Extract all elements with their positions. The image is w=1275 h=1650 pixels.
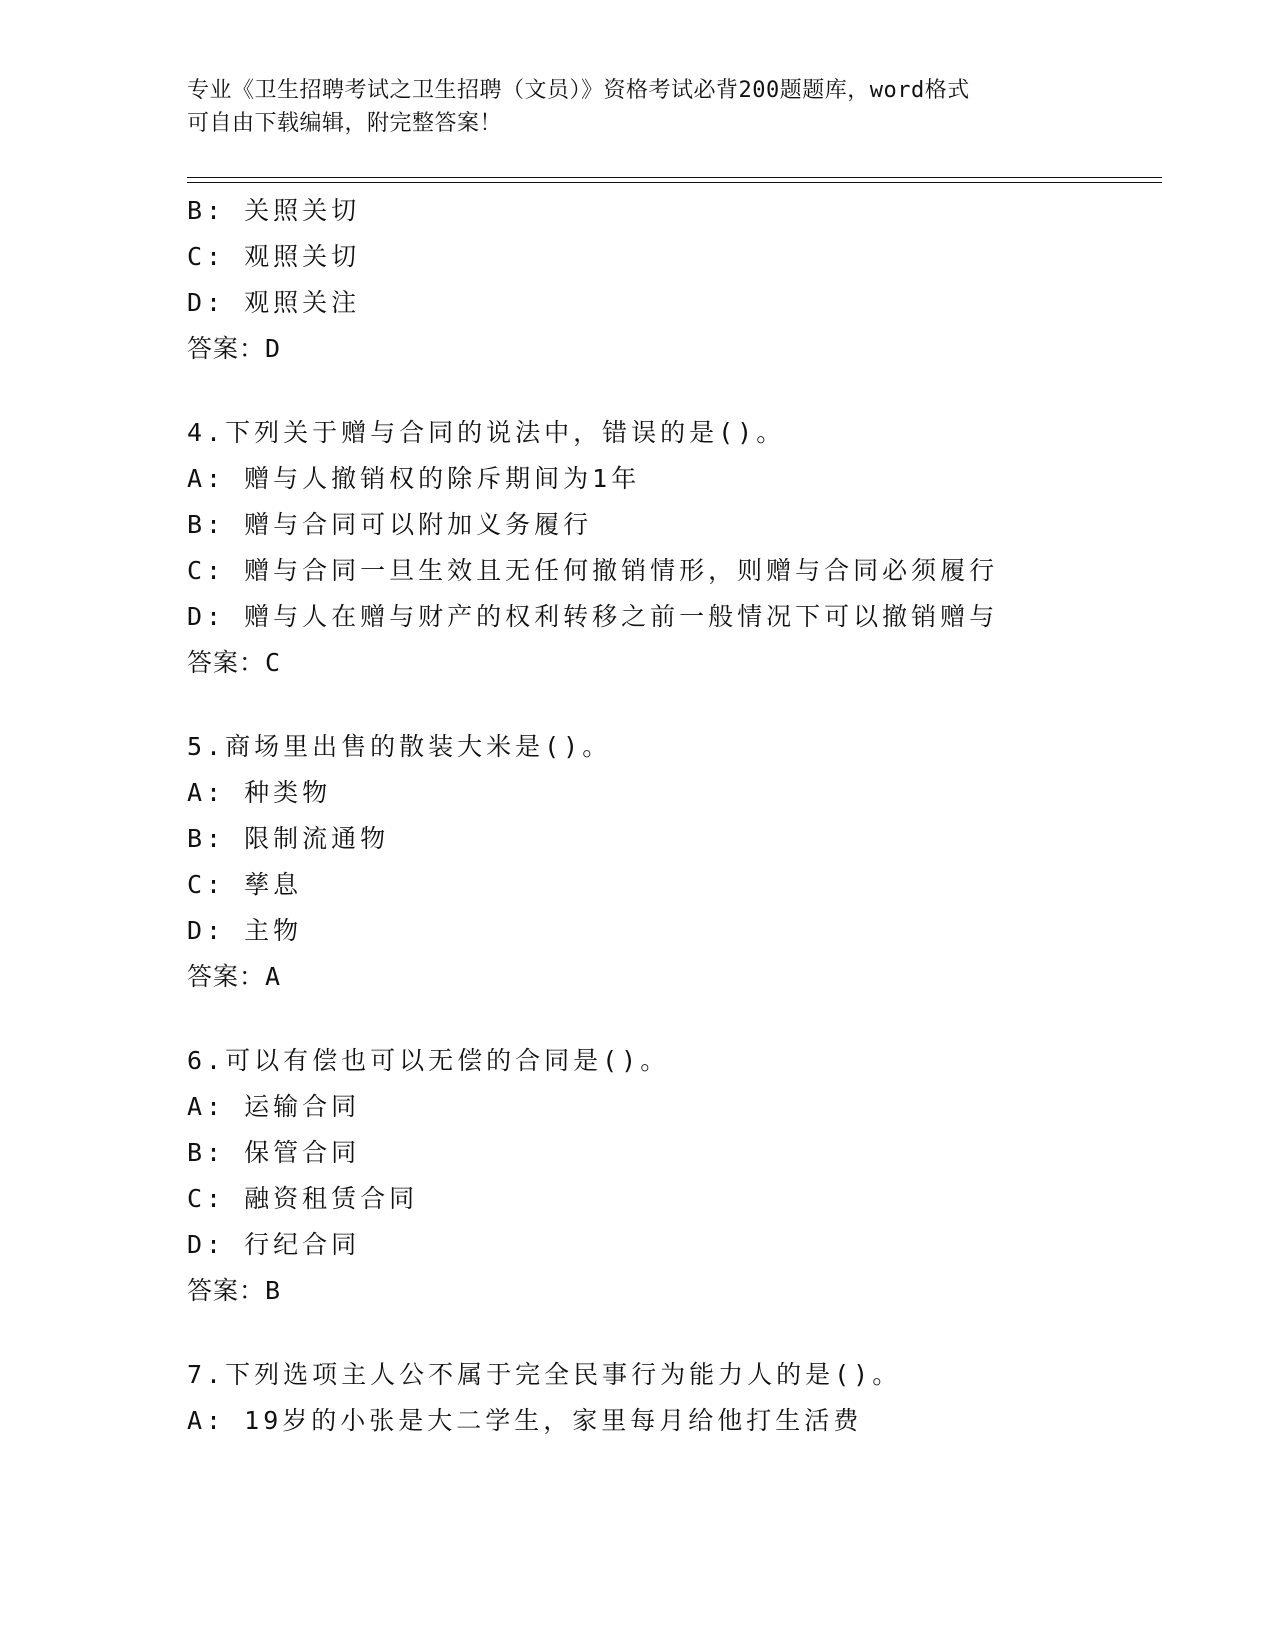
question-fragment [187,188,1162,372]
option-b: B: 保管合同 [187,1138,361,1167]
question-stem: 4.下列关于赠与合同的说法中，错误的是()。 [187,418,786,447]
spacer [187,1000,1162,1038]
header-divider-top [187,177,1162,178]
answer-line: 答案：D [187,334,282,363]
question-item [187,1038,1162,1314]
option-d: D: 主物 [187,916,303,945]
question-stem: 5.商场里出售的散装大米是()。 [187,732,612,761]
header-line-1: 专业《卫生招聘考试之卫生招聘（文员）》资格考试必背200题题库，word格式 [187,78,970,103]
option-b: B: 赠与合同可以附加义务履行 [187,510,593,539]
option-d: D: 赠与人在赠与财产的权利转移之前一般情况下可以撤销赠与 [187,602,999,631]
option-d: D: 行纪合同 [187,1230,361,1259]
option-a: A: 19岁的小张是大二学生，家里每月给他打生活费 [187,1406,863,1435]
question-item [187,1352,1162,1444]
answer-line: 答案：C [187,648,282,677]
option-b: B: 限制流通物 [187,824,390,853]
question-item [187,724,1162,1000]
spacer [187,1314,1162,1352]
option-c: C: 融资租赁合同 [187,1184,419,1213]
question-stem: 7.下列选项主人公不属于完全民事行为能力人的是()。 [187,1360,902,1389]
option-c: C: 赠与合同一旦生效且无任何撤销情形，则赠与合同必须履行 [187,556,999,585]
header-line-2: 可自由下载编辑，附完整答案！ [187,111,503,136]
option-d: D: 观照关注 [187,288,361,317]
answer-line: 答案：A [187,962,282,991]
option-b: B: 关照关切 [187,196,361,225]
question-list [187,188,1162,1444]
option-a: A: 赠与人撤销权的除斥期间为1年 [187,464,641,493]
option-a: A: 种类物 [187,778,332,807]
question-stem: 6.可以有偿也可以无偿的合同是()。 [187,1046,670,1075]
answer-line: 答案：B [187,1276,282,1305]
header-divider-bottom [187,182,1162,183]
spacer [187,372,1162,410]
document-header [187,74,1087,140]
option-c: C: 孳息 [187,870,303,899]
option-a: A: 运输合同 [187,1092,361,1121]
question-item [187,410,1162,686]
option-c: C: 观照关切 [187,242,361,271]
spacer [187,686,1162,724]
